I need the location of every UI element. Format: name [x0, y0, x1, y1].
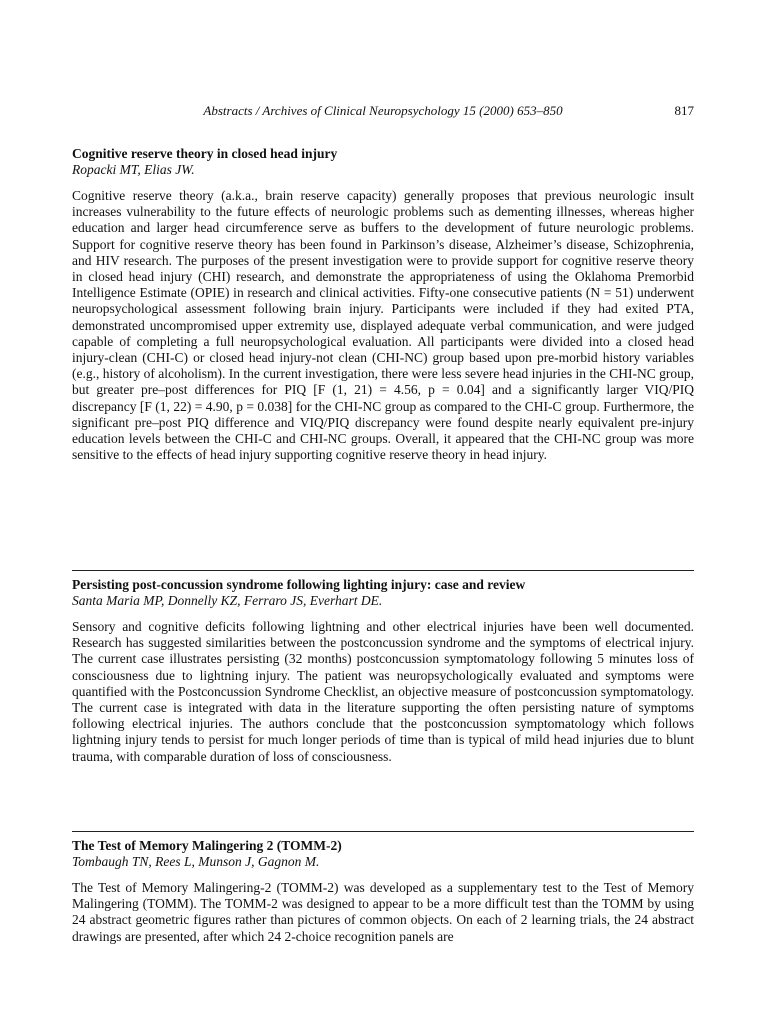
- section-divider: [72, 570, 694, 571]
- journal-citation: Abstracts / Archives of Clinical Neuropsychology 15 (2000) 653–850: [203, 103, 563, 118]
- abstract-authors: Santa Maria MP, Donnelly KZ, Ferraro JS, Everhart DE.: [72, 593, 383, 608]
- abstract-title: Cognitive reserve theory in closed head injury: [72, 146, 338, 161]
- abstract-title: The Test of Memory Malingering 2 (TOMM-2): [72, 838, 342, 853]
- abstract-body: Sensory and cognitive deficits following lightning and other electrical injuries have been well documented. Research has suggested similarities between the postconcussion syndrome and the symptoms of electrical injury. The current case illustrates persisting (32 months) postconcussion symptomatology following 5 minutes loss of consciousness due to lightning injury. The patient was neuropsychologically evaluated and symptoms were quantified with the Postconcussion Syndrome Checklist, an objective measure of postconcussion symptomatology. The current case is integrated with data in the literature supporting the often persisting nature of symptoms following electrical injuries. The authors conclude that the postconcussion symptomatology which follows lightning injury tends to persist for much longer periods of time than is typical of mild head injuries due to blunt trauma, with comparable duration of loss of consciousness.: [72, 619, 694, 764]
- abstract-authors: Tombaugh TN, Rees L, Munson J, Gagnon M.: [72, 854, 320, 869]
- abstract-post-concussion: [72, 570, 694, 765]
- abstract-tomm2: [72, 831, 694, 945]
- section-divider: [72, 831, 694, 832]
- abstract-cognitive-reserve: [72, 146, 694, 463]
- abstract-authors: Ropacki MT, Elias JW.: [72, 162, 195, 177]
- page-number: 817: [674, 103, 694, 118]
- abstract-body: The Test of Memory Malingering-2 (TOMM-2) was developed as a supplementary test to the Test of Memory Malingering (TOMM). The TOMM-2 was designed to appear to be a more difficult test than the TOMM by using 24 abstract geometric figures rather than pictures of common objects. On each of 2 learning trials, the 24 abstract drawings are presented, after which 24 2-choice recognition panels are: [72, 880, 694, 944]
- abstract-title: Persisting post-concussion syndrome following lighting injury: case and review: [72, 577, 526, 592]
- running-header: [72, 103, 694, 123]
- abstract-body: Cognitive reserve theory (a.k.a., brain reserve capacity) generally proposes that previous neurologic insult increases vulnerability to the future effects of neurologic problems such as dementing illnesses, whereas higher education and larger head circumference serve as buffers to the development of future neurologic problems. Support for cognitive reserve theory has been found in Parkinson’s disease, Alzheimer’s disease, Schizophrenia, and HIV research. The purposes of the present investigation were to provide support for cognitive reserve theory in closed head injury (CHI) research, and demonstrate the appropriateness of using the Oklahoma Premorbid Intelligence Estimate (OPIE) in research and clinical activities. Fifty-one consecutive patients (N = 51) underwent neuropsychological assessment following brain injury. Participants were included if they had exited PTA, demonstrated uncompromised upper extremity use, displayed adequate verbal communication, and were judged capable of completing a full neuropsychological evaluation. All participants were divided into a closed head injury-clean (CHI-C) or closed head injury-not clean (CHI-NC) group based upon pre-morbid history variables (e.g., history of alcoholism). In the current investigation, there were less severe head injuries in the CHI-NC group, but greater pre–post differences for PIQ [F (1, 21) = 4.56, p = 0.04] and a significantly larger VIQ/PIQ discrepancy [F (1, 22) = 4.90, p = 0.038] for the CHI-NC group as compared to the CHI-C group. Furthermore, the significant pre–post PIQ difference and VIQ/PIQ discrepancy were found despite nearly equivalent pre-injury education levels between the CHI-C and CHI-NC groups. Overall, it appeared that the CHI-NC group was more sensitive to the effects of head injury supporting cognitive reserve theory in head injury.: [72, 188, 694, 463]
